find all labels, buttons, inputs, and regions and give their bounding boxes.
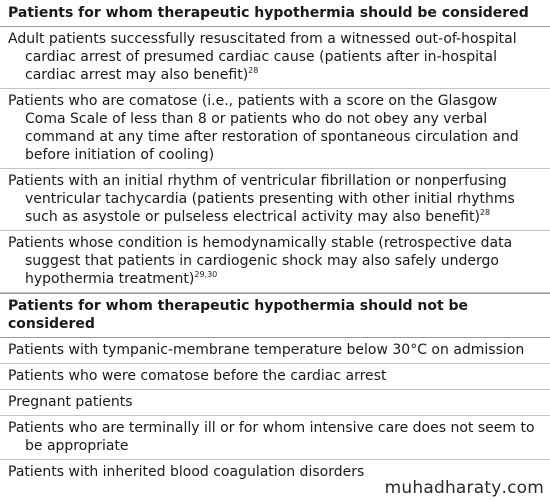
considered-item-text: Patients whose condition is hemodynamically stable (retrospective data suggest that patients in cardiogenic shock may also safely undergo hypothermia treatment) bbox=[8, 235, 513, 287]
not-considered-item-text: Patients with inherited blood coagulation disorders bbox=[8, 464, 365, 480]
not-considered-item-text: Patients who are terminally ill or for whom intensive care does not seem to be appropriate bbox=[8, 420, 535, 454]
considered-item bbox=[0, 169, 550, 231]
reference-superscript: 29,30 bbox=[194, 270, 218, 279]
watermark-name: muhadharaty bbox=[384, 478, 502, 498]
reference-superscript: 28 bbox=[479, 208, 491, 217]
not-considered-item bbox=[0, 364, 550, 390]
considered-item-text: Adult patients successfully resuscitated from a witnessed out-of-hospital cardiac arrest of presumed cardiac cause (patients after in-hospital cardiac arrest may also benefit) bbox=[8, 31, 517, 83]
reference-superscript: 28 bbox=[248, 66, 259, 75]
not-considered-item bbox=[0, 338, 550, 364]
considered-item bbox=[0, 89, 550, 169]
not-considered-item bbox=[0, 390, 550, 416]
considered-header: Patients for whom therapeutic hypothermia should be considered bbox=[0, 0, 550, 27]
considered-item bbox=[0, 27, 550, 89]
not-considered-header: Patients for whom therapeutic hypothermia should not be considered bbox=[0, 293, 550, 338]
not-considered-item bbox=[0, 416, 550, 460]
not-considered-item-text: Pregnant patients bbox=[8, 394, 133, 410]
considered-item-text: Patients who are comatose (i.e., patients with a score on the Glasgow Coma Scale of less than 8 or patients who do not obey any verbal command at any time after restoration of spontaneous circulation and before initiation of cooling) bbox=[8, 93, 519, 163]
not-considered-item-text: Patients with tympanic-membrane temperature below 30°C on admission bbox=[8, 342, 525, 358]
considered-item-text: Patients with an initial rhythm of ventricular fibrillation or nonperfusing ventricular tachycardia (patients presenting with other initial rhythms such as asystole or pulseless electrical activity may also benefit) bbox=[8, 173, 515, 225]
considered-item bbox=[0, 231, 550, 293]
not-considered-item-text: Patients who were comatose before the cardiac arrest bbox=[8, 368, 387, 384]
watermark-tld: com bbox=[507, 478, 544, 498]
watermark-dot: . bbox=[501, 478, 508, 498]
site-watermark bbox=[385, 478, 544, 498]
